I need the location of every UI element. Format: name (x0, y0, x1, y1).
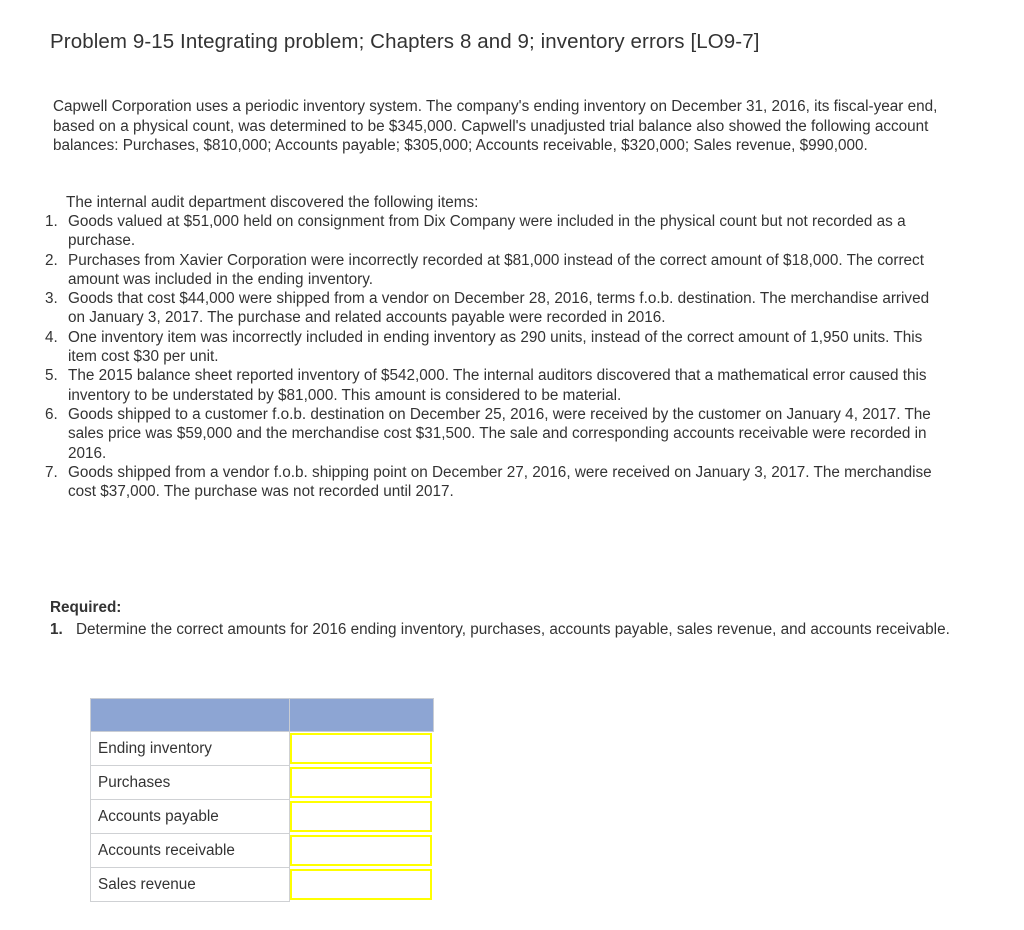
table-row (91, 834, 434, 868)
answer-input-purchases[interactable] (290, 767, 432, 798)
table-header-row (91, 699, 434, 732)
required-list (50, 620, 950, 639)
list-item-text: One inventory item was incorrectly included in ending inventory as 290 units, instead of the correct amount of 1,950 units. This item cost $30 per unit. (68, 328, 923, 366)
required-item-number: 1. (50, 621, 63, 638)
row-input-cell-accounts-receivable[interactable] (290, 834, 434, 868)
list-item-text: Goods valued at $51,000 held on consignment from Dix Company were included in the physical count but not recorded as a purchase. (68, 213, 906, 250)
list-item-text: Goods shipped to a customer f.o.b. destination on December 25, 2016, were received by the customer on January 4, 2017. The sales price was $59,000 and the merchandise cost $31,500. The sale and corresponding accounts receivable were recorded in 2016. (68, 405, 931, 462)
answer-table-header (91, 699, 434, 732)
row-label-purchases: Purchases (91, 766, 290, 800)
header-cell-value (290, 699, 434, 732)
list-item-text: Goods that cost $44,000 were shipped from a vendor on December 28, 2016, terms f.o.b. destination. The merchandise arrived on January 3, 2017. The purchase and related accounts payable were recorded in 2016. (68, 290, 930, 327)
row-input-cell-sales-revenue[interactable] (290, 868, 434, 902)
list-item (45, 463, 950, 502)
answer-input-ending-inventory[interactable] (290, 733, 432, 764)
answer-input-accounts-payable[interactable] (290, 801, 432, 832)
audit-items-list (45, 212, 950, 501)
row-label-sales-revenue: Sales revenue (91, 868, 290, 902)
answer-table (90, 698, 434, 902)
page-title: Problem 9-15 Integrating problem; Chapters 8 and 9; inventory errors [LO9-7] (50, 29, 760, 53)
required-list-item (50, 620, 950, 639)
list-item-number: 6. (45, 405, 58, 423)
list-item (45, 366, 950, 405)
list-item (45, 328, 950, 367)
list-item-number: 1. (45, 213, 58, 230)
list-item (45, 251, 950, 290)
list-item-text: Goods shipped from a vendor f.o.b. shipping point on December 27, 2016, were received on January 3, 2017. The merchandise cost $37,000. The purchase was not recorded until 2017. (68, 463, 932, 501)
audit-items-lead-in: The internal audit department discovered the following items: (66, 194, 479, 211)
list-item-text: Purchases from Xavier Corporation were incorrectly recorded at $81,000 instead of the correct amount of $18,000. The correct amount was included in the ending inventory. (68, 251, 924, 288)
row-label-ending-inventory: Ending inventory (91, 732, 290, 766)
row-input-cell-accounts-payable[interactable] (290, 800, 434, 834)
list-item (45, 405, 950, 463)
answer-table-body (91, 732, 434, 902)
list-item-number: 3. (45, 290, 58, 308)
table-row (91, 800, 434, 834)
list-item (45, 289, 950, 328)
list-item-number: 5. (45, 367, 58, 385)
problem-intro-paragraph: Capwell Corporation uses a periodic inventory system. The company's ending inventory on December 31, 2016, its fiscal-year end, based on a physical count, was determined to be $345,000. Capwell's unadjusted trial balance also showed the following account balances: Purchases, $810,000; Accounts payable; $305,000; Accounts receivable, $320,000; Sales revenue, $990,000. (53, 98, 938, 154)
row-input-cell-ending-inventory[interactable] (290, 732, 434, 766)
list-item-text: The 2015 balance sheet reported inventory of $542,000. The internal auditors discovered that a mathematical error caused this inventory to be understated by $81,000. This amount is considered to be material. (68, 367, 927, 404)
list-item (45, 212, 950, 251)
table-row (91, 732, 434, 766)
row-label-accounts-payable: Accounts payable (91, 800, 290, 834)
list-item-number: 4. (45, 328, 58, 346)
row-label-accounts-receivable: Accounts receivable (91, 834, 290, 868)
row-input-cell-purchases[interactable] (290, 766, 434, 800)
list-item-number: 7. (45, 463, 58, 481)
required-heading: Required: (50, 599, 122, 616)
list-item-number: 2. (45, 251, 58, 269)
header-cell-label (91, 699, 290, 732)
answer-input-accounts-receivable[interactable] (290, 835, 432, 866)
required-item-text: Determine the correct amounts for 2016 ending inventory, purchases, accounts payable, sales revenue, and accounts receivable. (76, 621, 950, 638)
table-row (91, 766, 434, 800)
table-row (91, 868, 434, 902)
answer-input-sales-revenue[interactable] (290, 869, 432, 900)
